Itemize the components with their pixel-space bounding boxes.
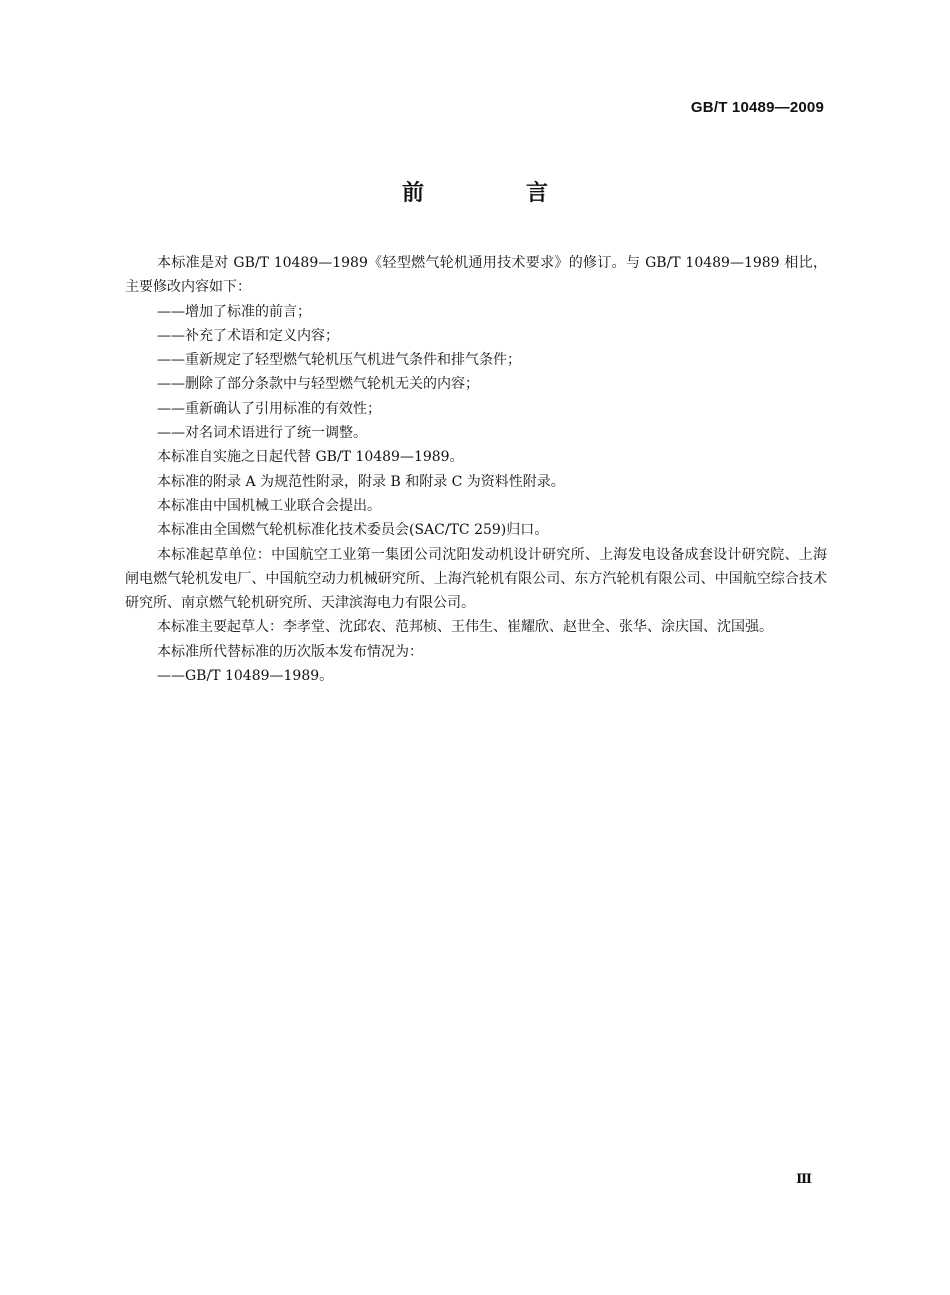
drafting-units-paragraph: 本标准起草单位：中国航空工业第一集团公司沈阳发动机设计研究所、上海发电设备成套设计研究院、上海闸电燃气轮机发电厂、中国航空动力机械研究所、上海汽轮机有限公司、东方汽轮机有限公司、中国航空综合技术研究所、南京燃气轮机研究所、天津滨海电力有限公司。	[125, 546, 827, 612]
intro-paragraph: 本标准是对 GB/T 10489—1989《轻型燃气轮机通用技术要求》的修订。与 GB/T 10489—1989 相比，主要修改内容如下：	[125, 255, 827, 296]
page-title: 前 言	[401, 181, 588, 206]
change-item: ——重新确认了引用标准的有效性；	[157, 400, 381, 417]
replacement-paragraph: 本标准自实施之日起代替 GB/T 10489—1989。	[157, 449, 464, 466]
change-item: ——重新规定了轻型燃气轮机压气机进气条件和排气条件；	[157, 352, 521, 369]
change-item: ——删除了部分条款中与轻型燃气轮机无关的内容；	[157, 376, 479, 393]
history-item: ——GB/T 10489—1989。	[157, 668, 334, 685]
page-number: Ⅲ	[796, 1172, 812, 1187]
drafters-paragraph: 本标准主要起草人：李孝堂、沈邱农、范邦桢、王伟生、崔耀欣、赵世全、张华、涂庆国、沈国强。	[157, 619, 773, 636]
change-item: ——增加了标准的前言；	[157, 303, 311, 320]
annex-paragraph: 本标准的附录 A 为规范性附录，附录 B 和附录 C 为资料性附录。	[157, 473, 565, 490]
change-item: ——对名词术语进行了统一调整。	[157, 425, 367, 442]
standard-code: GB/T 10489—2009	[690, 99, 824, 116]
history-paragraph: 本标准所代替标准的历次版本发布情况为：	[157, 643, 423, 660]
committee-paragraph: 本标准由全国燃气轮机标准化技术委员会(SAC/TC 259)归口。	[157, 522, 549, 539]
change-item: ——补充了术语和定义内容；	[157, 327, 339, 344]
proposer-paragraph: 本标准由中国机械工业联合会提出。	[157, 497, 381, 514]
foreword-body	[125, 251, 827, 688]
